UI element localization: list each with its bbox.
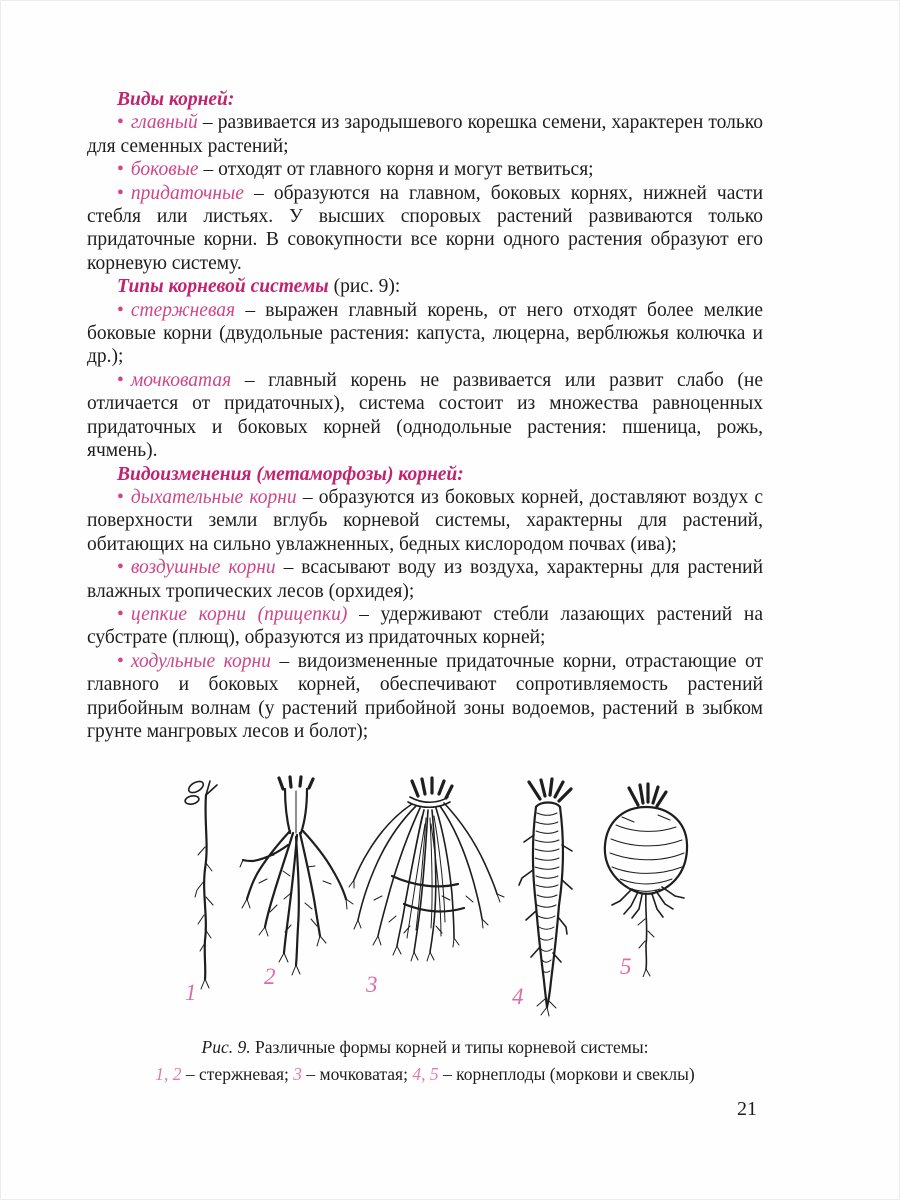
figure-label-5: 5 <box>620 954 632 979</box>
term-label: дыхательные корни <box>130 486 297 508</box>
term-label: мочковатая <box>130 369 232 391</box>
item-text: – всасывают воду из воздуха, характерны для растений влажных тропических лесов (орхидея); <box>87 557 764 602</box>
page-number: 21 <box>737 1098 757 1120</box>
item-text: – удерживают стебли лазающих растений на субстрате (плющ), образуются из придаточных корней; <box>87 603 763 649</box>
fibrous-root-system-drawing <box>346 776 508 976</box>
heading-root-metamorphoses <box>87 463 763 486</box>
heading-root-system-types <box>87 275 763 298</box>
bullet-icon: • <box>117 112 124 134</box>
legend-numbers: 3 <box>293 1064 303 1084</box>
term-label: воздушные корни <box>130 557 276 579</box>
bullet-item-stilt-roots <box>87 650 763 744</box>
item-text: – выражен главный корень, от него отходят более мелкие боковые корни (двудольные растения: капуста, люцерна, верблюжья колючка и др.); <box>87 299 763 368</box>
heading-text: Виды корней: <box>117 89 235 110</box>
legend-numbers: 4, 5 <box>412 1064 439 1084</box>
term-label: боковые <box>130 159 199 181</box>
bullet-item-adventitious-roots <box>87 182 763 276</box>
bullet-item-main-root <box>87 111 763 158</box>
caption-figure-number: Рис. 9. <box>201 1037 251 1057</box>
item-text: – видоизмененные придаточные корни, отрастающие от главного и боковых корней, обеспечивают сопротивляемость растений прибойным волнам (у растений прибойной зоны водоемов, растений в зыбком грунте мангровых лесов и болот); <box>87 650 763 742</box>
item-text: – отходят от главного корня и могут ветвиться; <box>203 159 594 181</box>
caption-title-line <box>87 1034 763 1061</box>
bullet-icon: • <box>117 159 124 181</box>
heading-text: Типы корневой системы <box>117 276 329 298</box>
bullet-icon: • <box>117 486 124 508</box>
branched-taproot-drawing <box>239 775 357 987</box>
bullet-icon: • <box>117 603 124 625</box>
beet-root-drawing <box>594 779 696 977</box>
legend-numbers: 1, 2 <box>155 1064 182 1084</box>
figure-label-1: 1 <box>185 980 197 1005</box>
figure-label-2: 2 <box>264 964 276 989</box>
term-label: придаточные <box>130 182 244 204</box>
heading-suffix: (рис. 9): <box>328 276 401 298</box>
heading-root-kinds <box>87 88 763 111</box>
bullet-item-clinging-roots <box>87 603 763 650</box>
legend-text: – корнеплоды (моркови и свеклы) <box>438 1064 695 1084</box>
bullet-item-tap-system <box>87 299 763 369</box>
legend-text: – стержневая; <box>181 1064 294 1084</box>
bullet-item-breathing-roots <box>87 486 763 556</box>
caption-legend-line <box>87 1061 763 1088</box>
legend-text: – мочковатая; <box>302 1064 413 1084</box>
carrot-root-drawing <box>511 775 583 1018</box>
bullet-icon: • <box>117 650 124 672</box>
bullet-item-aerial-roots <box>87 556 763 603</box>
figure-caption <box>87 1034 763 1088</box>
taproot-seedling-drawing <box>183 777 229 991</box>
bullet-item-fibrous-system <box>87 369 763 463</box>
bullet-icon: • <box>117 182 124 204</box>
bullet-icon: • <box>117 369 124 391</box>
item-text: – развивается из зародышевого корешка семени, характерен только для семенных растений; <box>87 112 763 157</box>
figure-label-4: 4 <box>512 984 524 1009</box>
term-label: стержневая <box>130 299 236 321</box>
item-text: – главный корень не развивается или развит слабо (не отличается от придаточных), система состоит из множества равноценных придаточных и боковых корней (однодольные растения: пшеница, рожь, ячмень). <box>87 369 763 462</box>
term-label: цепкие корни (прицепки) <box>130 603 348 625</box>
body-text-block <box>87 88 763 743</box>
heading-text: Видоизменения (метаморфозы) корней: <box>117 463 464 485</box>
bullet-icon: • <box>117 557 124 579</box>
item-text: – образуются из боковых корней, доставляют воздух с поверхности земли вглубь корневой системы, характерны для растений, обитающих на сильно увлажненных, бедных кислородом почвах (ива); <box>87 486 764 555</box>
bullet-icon: • <box>117 299 124 321</box>
term-label: ходульные корни <box>130 650 271 672</box>
bullet-item-lateral-roots <box>87 158 763 181</box>
term-label: главный <box>130 112 198 134</box>
item-text: – образуются на главном, боковых корнях, нижней части стебля или листьях. У высших споровых растений развиваются только придаточные корни. В совокупности все корни одного растения образуют его корневую систему. <box>87 182 763 274</box>
caption-title-text: Различные формы корней и типы корневой системы: <box>250 1037 649 1057</box>
figure-label-3: 3 <box>366 972 378 997</box>
